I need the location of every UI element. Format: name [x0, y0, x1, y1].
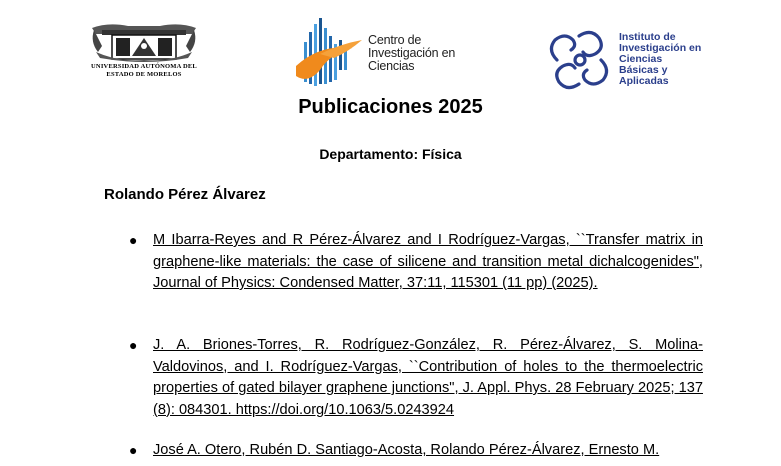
publication-link[interactable]: M Ibarra-Reyes and R Pérez-Álvarez and I Rodríguez-Vargas, ``Transfer matrix in graphene-like materials: the case of silicene and transition metal dichalcogenides", Journal of Physics: Condensed Matter, 37:11, 115301 (11 pp) (2025). — [153, 232, 703, 291]
ciicap-logo — [290, 14, 500, 94]
iicba-name-line1: Instituto de — [619, 31, 676, 43]
bullet-icon: ● — [129, 232, 138, 248]
iicba-logo — [545, 26, 745, 94]
ciicap-name-line1: Centro de — [368, 33, 422, 47]
publication-item — [129, 230, 703, 295]
iicba-name-line4: Básicas y — [619, 64, 668, 76]
ciicap-bars-icon — [290, 14, 370, 94]
uaem-logo — [88, 22, 200, 82]
uaem-name-line2: ESTADO DE MORELOS — [106, 71, 182, 78]
uaem-name-line1: UNIVERSIDAD AUTÓNOMA DEL — [91, 63, 197, 70]
iicba-name-line2: Investigación en — [619, 42, 702, 54]
publication-link[interactable]: J. A. Briones-Torres, R. Rodríguez-González, R. Pérez-Álvarez, S. Molina-Valdovinos, and I. Rodríguez-Vargas, ``Contribution of holes to the thermoelectric properties of gated bilayer graphene junctions", J. Appl. Phys. 28 February 2025; 137 (8): 084301. https://doi.org/10.1063/5.0243924 — [153, 337, 703, 418]
publication-item — [129, 440, 703, 462]
page-title: Publicaciones 2025 — [298, 96, 483, 118]
iicba-name-line3: Ciencias — [619, 53, 663, 65]
iicba-name-line5: Aplicadas — [619, 75, 669, 87]
publication-item — [129, 335, 703, 421]
ciicap-name-line2: Investigación en — [368, 46, 456, 60]
bullet-icon: ● — [129, 337, 138, 353]
department-heading: Departamento: Física — [319, 146, 462, 162]
iicba-swirl-icon — [545, 26, 615, 94]
uaem-emblem-icon — [88, 22, 200, 64]
bullet-icon: ● — [129, 442, 138, 458]
publication-link[interactable]: José A. Otero, Rubén D. Santiago-Acosta, Rolando Pérez-Álvarez, Ernesto M. — [153, 442, 660, 458]
ciicap-name-line3: Ciencias — [368, 59, 415, 73]
author-name: Rolando Pérez Álvarez — [104, 186, 266, 203]
